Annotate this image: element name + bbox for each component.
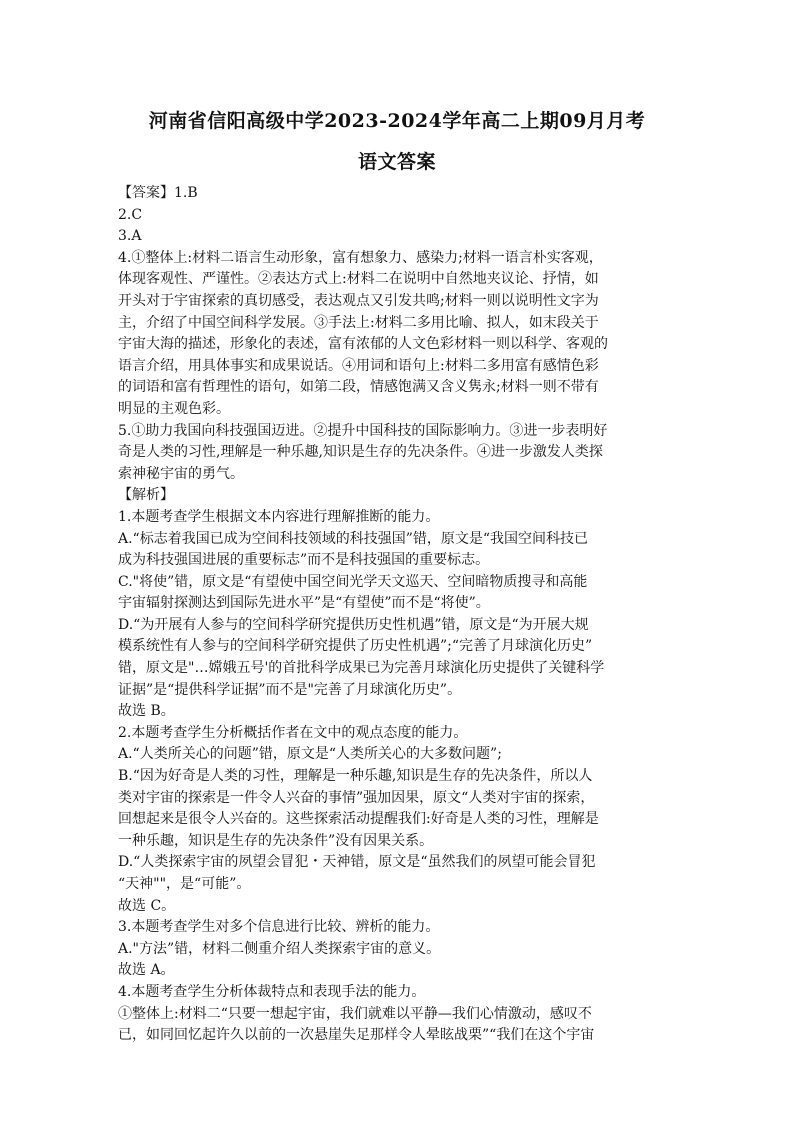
text-line: 宇宙辐射探测达到国际先进水平”是“有望使”而不是“将使”。 (118, 595, 490, 612)
text-line: 证据”是“提供科学证据”而不是"完善了月球演化历史”。 (118, 681, 462, 698)
text-line: 开头对于宇宙探索的真切感受，表达观点又引发共鸣;材料一则以说明性文字为 (118, 292, 599, 309)
text-line: 故选 B。 (118, 703, 175, 720)
text-line: 体现客观性、严谨性。②表达方式上:材料二在说明中自然地夹议论、抒情，如 (118, 271, 599, 288)
text-line: “天神""，是“可能”。 (118, 876, 251, 892)
text-line: D.“为开展有人参与的空间科学研究提供历史性机遇”错，原文是“为开展大规 (118, 616, 589, 633)
text-line: 3.本题考查学生对多个信息进行比较、辨析的能力。 (118, 919, 440, 936)
text-line: A."方法”错，材料二侧重介绍人类探索宇宙的意义。 (118, 940, 441, 957)
text-line: 奇是人类的习性,理解是一种乐趣,知识是生存的先决条件。④进一步激发人类探 (118, 444, 603, 461)
text-line: 【答案】1.B (118, 185, 198, 201)
text-line: 一种乐趣，知识是生存的先决条件”没有因果关系。 (118, 832, 434, 849)
text-line: A.“人类所关心的问题”错，原文是“人类所关心的大多数问题”; (118, 746, 502, 763)
text-line: 模系统性有人参与的空间科学研究提供了历史性机遇”;“完善了月球演化历史” (118, 638, 593, 655)
text-line: B.“因为好奇是人类的习性，理解是一种乐趣,知识是生存的先决条件，所以人 (118, 768, 593, 785)
text-line: 的词语和富有哲理性的语句，如第二段，情感饱满又含义隽永;材料一则不带有 (118, 379, 599, 396)
document-title: 河南省信阳高级中学2023-2024学年高二上期09月月考 (148, 110, 646, 132)
text-line: A.“标志着我国已成为空间科技领域的科技强国”错，原文是“我国空间科技已 (118, 530, 589, 547)
text-line: 4.①整体上:材料二语言生动形象，富有想象力、感染力;材料一语言朴实客观， (118, 249, 603, 266)
text-line: 明显的主观色彩。 (118, 400, 230, 417)
text-line: 3.A (118, 228, 142, 245)
text-line: 【解析】 (118, 487, 174, 504)
text-line: D.“人类探索宇宙的夙望会冒犯・天神错，原文是“虽然我们的夙望可能会冒犯 (118, 854, 596, 871)
answer-body (118, 183, 686, 1047)
text-line: 故选 C。 (118, 897, 176, 914)
text-line: ①整体上:材料二“只要一想起宇宙，我们就难以平静—我们心情激动，感叹不 (118, 1005, 592, 1022)
text-line: 4.本题考查学生分析体裁特点和表现手法的能力。 (118, 983, 426, 1000)
text-line: 主，介绍了中国空间科学发展。③手法上:材料二多用比喻、拟人，如末段关于 (118, 314, 599, 331)
text-line: 已，如同回忆起许久以前的一次悬崖失足那样令人晕眩战栗”“我们在这个宇宙 (118, 1027, 595, 1044)
text-line: 2.本题考查学生分析概括作者在文中的观点态度的能力。 (118, 724, 468, 741)
text-line: 2.C (118, 206, 143, 223)
text-line: 5.①助力我国向科技强国迈进。②提升中国科技的国际影响力。③进一步表明好 (118, 422, 608, 439)
text-line: 类对宇宙的探索是一件令人兴奋的事情”强加因果，原文“人类对宇宙的探索， (118, 789, 595, 806)
text-line: 语言介绍，用具体事实和成果说话。④用词和语句上:材料二多用富有感情色彩 (118, 357, 599, 374)
text-line: 故选 A。 (118, 962, 175, 979)
text-line: 错，原文是"…嫦娥五号'的首批科学成果已为完善月球演化历史提供了关键科学 (118, 660, 605, 677)
text-line: 回想起来是很令人兴奋的。这些探索活动提醒我们:好奇是人类的习性，理解是 (118, 811, 599, 828)
text-line: 宇宙大海的描述，形象化的表述，富有浓郁的人文色彩材料一则以科学、客观的 (118, 336, 608, 353)
text-line: C."将使”错，原文是“有望使中国空间光学天文巡天、空间暗物质搜寻和高能 (118, 573, 588, 590)
text-line: 1.本题考查学生根据文本内容进行理解推断的能力。 (118, 508, 440, 525)
text-line: 成为科技强国进展的重要标志”而不是科技强国的重要标志。 (118, 552, 490, 569)
text-line: 索神秘宇宙的勇气。 (118, 465, 244, 482)
document-subtitle: 语文答案 (357, 151, 436, 173)
